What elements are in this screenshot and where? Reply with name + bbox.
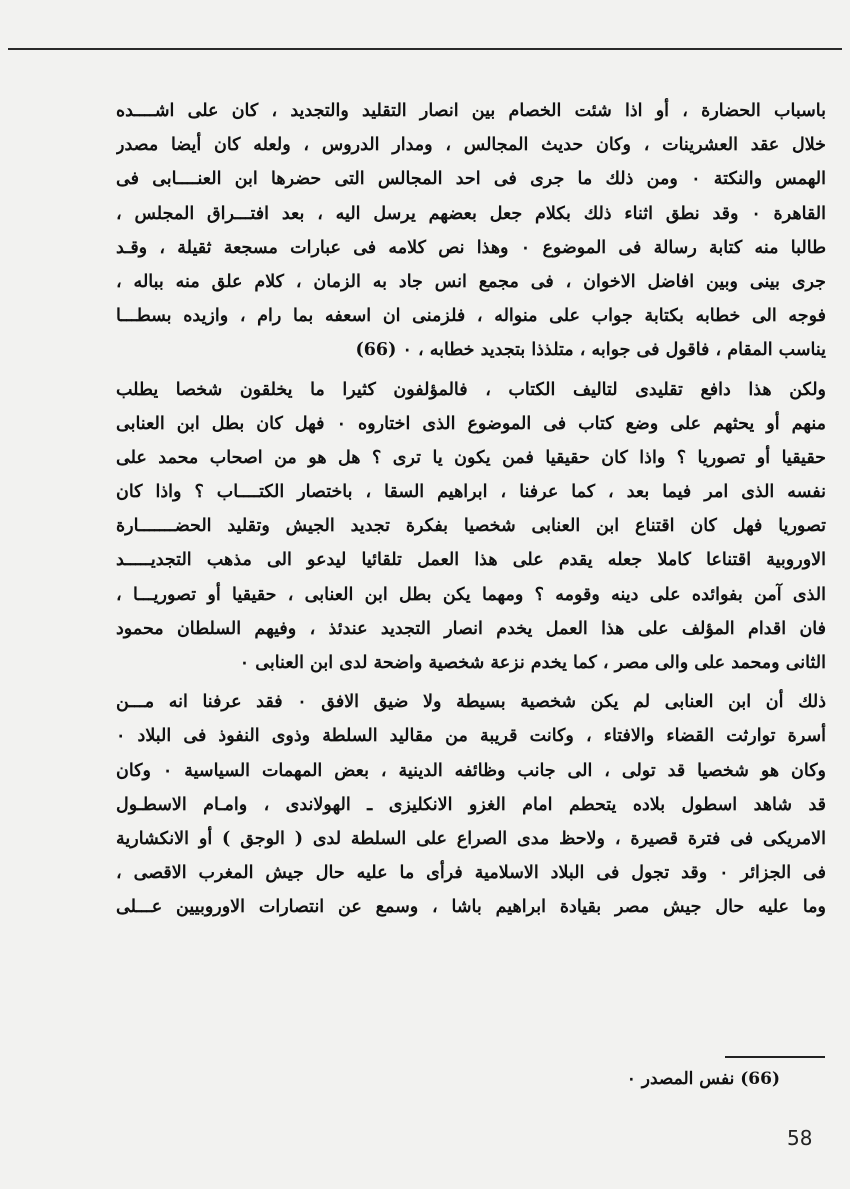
text-line: فوجه الى خطابه بكتابة جواب على منواله ، فلزمنى ان اسعفه بما رام ، وازيده بسطـــا [116, 306, 826, 327]
text-line: ولكن هذا دافع تقليدى لتاليف الكتاب ، فالمؤلفون كثيرا ما يخلقون شخصا يطلب [116, 379, 826, 400]
text-line: باسباب الحضارة ، أو اذا شئت الخصام بين انصار التقليد والتجديد ، كان على اشــــده [116, 101, 826, 121]
paragraph [116, 373, 826, 681]
text-line: قد شاهد اسطول بلاده يتحطم امام الغزو الانكليزى ـ الهولاندى ، وامـام الاسطـول [116, 794, 826, 815]
text-line: جرى بينى وبين افاضل الاخوان ، فى مجمع انس جاد به الزمان ، كلام علق منه بباله ، [116, 271, 826, 292]
paragraph [116, 94, 826, 368]
text-line: القاهرة ٠ وقد نطق اثناء ذلك بكلام جعل بعضهم يرسل اليه ، بعد افتـــراق المجلس ، [116, 203, 826, 224]
text-line: وما عليه حال جيش مصر بقيادة ابراهيم باشا ، وسمع عن انتصارات الاوروبيين عـــلى [116, 897, 826, 918]
text-line: ذلك أن ابن العنابى لم يكن شخصية بسيطة ولا ضيق الافق ٠ فقد عرفنا انه مـــن [116, 692, 826, 713]
footnote: (66) نفس المصدر ٠ [626, 1069, 780, 1089]
text-line: يناسب المقام ، فاقول فى جوابه ، متلذذا بتجديد خطابه ، ٠ (66) [355, 340, 826, 361]
text-line: وكان هو شخصيا قد تولى ، الى جانب وظائفه الدينية ، بعض المهمات السياسية ٠ وكان [116, 760, 826, 781]
text-line: منهم أو يحثهم على وضع كتاب فى الموضوع الذى اختاروه ٠ فهل كان بطل ابن العنابى [116, 413, 826, 434]
text-line: نفسه الذى امر فيما بعد ، كما عرفنا ، ابراهيم السقا ، باختصار الكتــــاب ؟ واذا كان [116, 482, 826, 503]
text-line: الثانى ومحمد على والى مصر ، كما يخدم نزعة شخصية واضحة لدى ابن العنابى ٠ [239, 653, 826, 673]
paragraph [116, 685, 826, 924]
footnote-separator [725, 1056, 825, 1058]
text-line: الامريكى فى فترة قصيرة ، ولاحظ مدى الصراع على السلطة لدى ( الوجق ) أو الانكشارية [116, 828, 826, 849]
text-line: تصوريا فهل كان اقتناع ابن العنابى شخصيا بفكرة تجديد الجيش وتقليد الحضـــــــارة [116, 516, 826, 537]
text-line: فان اقدام المؤلف على هذا العمل يخدم انصار التجديد عندئذ ، وفيهم السلطان محمود [116, 618, 826, 639]
text-line: طالبا منه كتابة رسالة فى الموضوع ٠ وهذا نص كلامه فى عبارات مسجعة ثقيلة ، وقـد [116, 237, 826, 258]
header-rule [8, 48, 842, 50]
text-line: خلال عقد العشرينات ، وكان حديث المجالس ، ومدار الدروس ، ولعله كان أيضا مصدر [116, 135, 826, 156]
text-line: الاوروبية اقتناعا كاملا جعله يقدم على هذا العمل تلقائيا ليدعو الى مذهب التجديـــــد [116, 550, 826, 571]
page-body [116, 94, 826, 925]
text-line: فى الجزائر ٠ وقد تجول فى البلاد الاسلامية فرأى ما عليه حال جيش المغرب الاقصى ، [116, 863, 826, 884]
text-line: حقيقيا أو تصوريا ؟ واذا كان حقيقيا فمن يكون يا ترى ؟ هل هو من اصحاب محمد على [116, 447, 826, 468]
page-number: 58 [787, 1126, 813, 1150]
text-line: أسرة توارثت القضاء والافتاء ، وكانت قريبة من مقاليد السلطة وذوى النفوذ فى البلاد ٠ [116, 726, 826, 747]
text-line: الهمس والنكتة ٠ ومن ذلك ما جرى فى احد المجالس التى حضرها ابن العنــــابى فى [116, 169, 826, 190]
text-line: الذى آمن بفوائده على دينه وقومه ؟ ومهما يكن بطل ابن العنابى ، حقيقيا أو تصوريـــا ، [116, 584, 826, 605]
